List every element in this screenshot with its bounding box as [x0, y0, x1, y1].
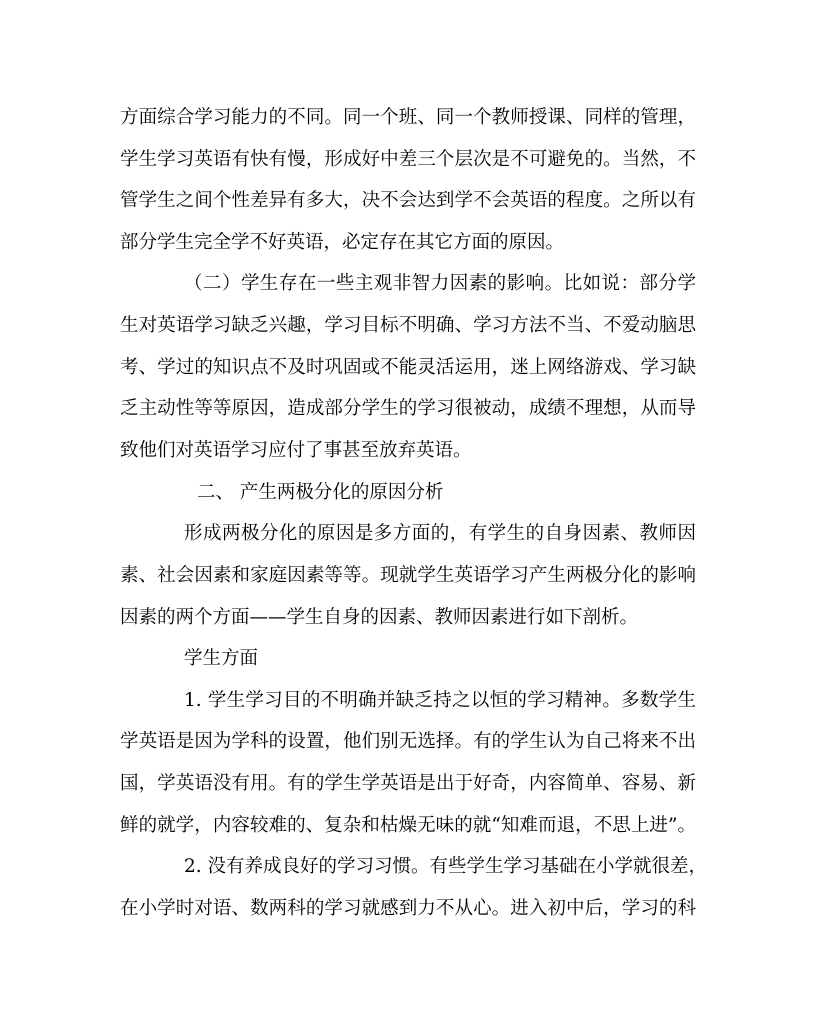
- paragraph-line-3: 管学生之间个性差异有多大，决不会达到学不会英语的程度。之所以有: [120, 190, 696, 211]
- paragraph-line-15: 1. 学生学习目的不明确并缺乏持之以恒的学习精神。多数学生: [184, 690, 696, 711]
- paragraph-line-17: 国，学英语没有用。有的学生学英语是出于好奇，内容简单、容易、新: [120, 773, 696, 794]
- section-heading: 二、 产生两极分化的原因分析: [197, 482, 444, 503]
- paragraph-line-19: 2. 没有养成良好的学习习惯。有些学生学习基础在小学就很差，: [184, 856, 708, 877]
- paragraph-line-7: 考、学过的知识点不及时巩固或不能灵活运用，迷上网络游戏、学习缺: [120, 357, 696, 378]
- paragraph-line-13: 因素的两个方面——学生自身的因素、教师因素进行如下剖析。: [120, 607, 639, 628]
- paragraph-line-20: 在小学时对语、数两科的学习就感到力不从心。进入初中后，学习的科: [120, 898, 696, 919]
- subsection-heading: 学生方面: [184, 648, 259, 669]
- paragraph-line-18: 鲜的就学，内容较难的、复杂和枯燥无味的就“知难而退，不思上进”。: [120, 815, 696, 836]
- paragraph-line-16: 学英语是因为学科的设置，他们别无选择。有的学生认为自己将来不出: [120, 731, 696, 752]
- paragraph-line-2: 学生学习英语有快有慢，形成好中差三个层次是不可避免的。当然，不: [120, 149, 696, 170]
- paragraph-line-6: 生对英语学习缺乏兴趣，学习目标不明确、学习方法不当、不爱动脑思: [120, 315, 696, 336]
- paragraph-line-11: 形成两极分化的原因是多方面的，有学生的自身因素、教师因: [184, 523, 696, 544]
- paragraph-line-1: 方面综合学习能力的不同。同一个班、同一个教师授课、同样的管理，: [120, 107, 696, 128]
- paragraph-line-9: 致他们对英语学习应付了事甚至放弃英语。: [120, 440, 472, 461]
- paragraph-line-8: 乏主动性等等原因，造成部分学生的学习很被动，成绩不理想，从而导: [120, 398, 696, 419]
- paragraph-line-5: （二）学生存在一些主观非智力因素的影响。比如说：部分学: [184, 273, 696, 294]
- paragraph-line-4: 部分学生完全学不好英语，必定存在其它方面的原因。: [120, 232, 565, 253]
- paragraph-line-12: 素、社会因素和家庭因素等等。现就学生英语学习产生两极分化的影响: [120, 565, 696, 586]
